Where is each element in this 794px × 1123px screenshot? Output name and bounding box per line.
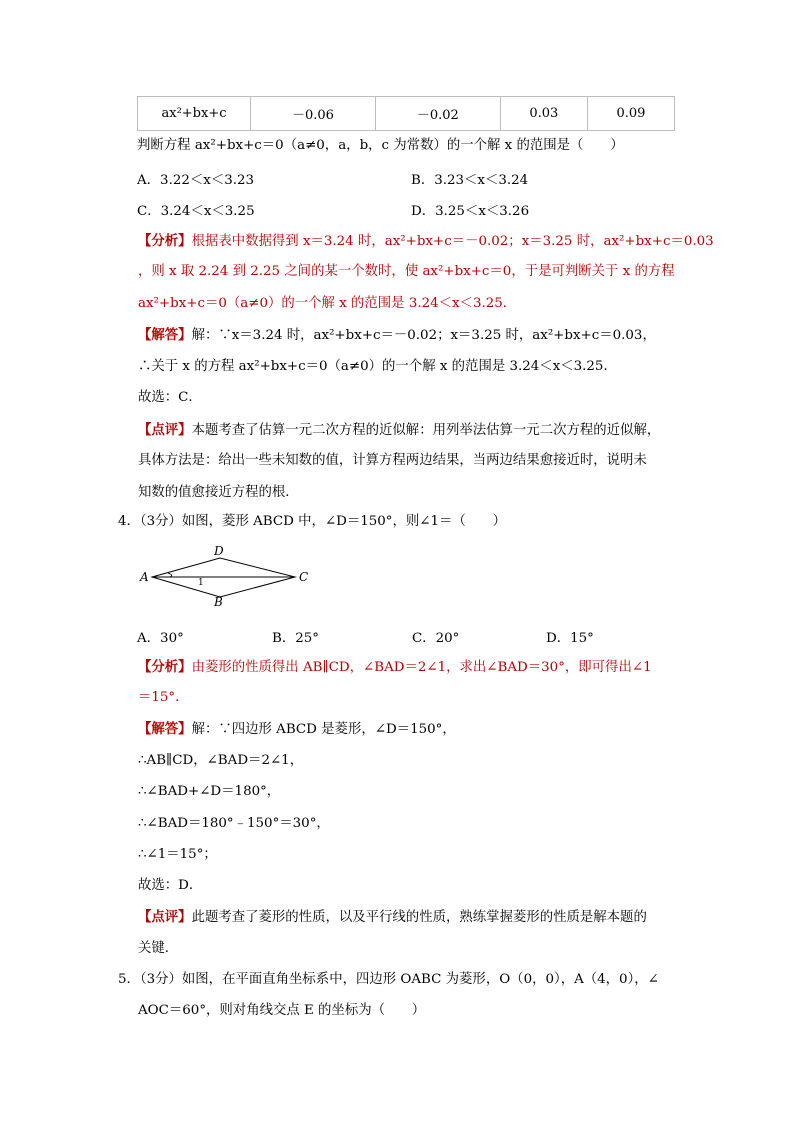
solution-text: 解：∵四边形 ABCD 是菱形，∠D＝150°，	[191, 722, 456, 737]
angle-arc	[168, 573, 172, 577]
q4-stem: 4．（3分）如图，菱形 ABCD 中，∠D＝150°，则∠1＝（ ）	[118, 514, 506, 529]
q3-option-d[interactable]: D．3.25＜x＜3.26	[411, 204, 530, 219]
value-table	[137, 96, 675, 131]
q5-stem-line: AOC＝60°，则对角线交点 E 的坐标为（ ）	[138, 1003, 426, 1018]
q3-option-c[interactable]: C．3.24＜x＜3.25	[137, 204, 255, 219]
q3-option-b[interactable]: B．3.23＜x＜3.24	[411, 173, 529, 188]
q4-solution-line: ∴∠1＝15°；	[138, 847, 217, 862]
analysis-tag: 【分析】	[138, 233, 192, 249]
q4-analysis-line: ＝15°．	[138, 690, 189, 705]
analysis-text: 由菱形的性质得出 AB∥CD，∠BAD＝2∠1，求出∠BAD＝30°，即可得出∠1	[191, 660, 652, 675]
table-row	[138, 97, 675, 131]
q3-comment-line: 具体方法是：给出一些未知数的值，计算方程两边结果，当两边结果愈接近时，说明未	[138, 453, 647, 468]
q3-stem: 判断方程 ax²+bx+c＝0（a≠0，a，b，c 为常数）的一个解 x 的范围是（ ）	[137, 138, 624, 153]
q3-solution-line: ∴关于 x 的方程 ax²+bx+c＝0（a≠0）的一个解 x 的范围是 3.24＜x＜3.25．	[138, 359, 617, 374]
analysis-tag: 【分析】	[138, 659, 192, 675]
q4-solution-line	[138, 720, 456, 739]
q4-option-b[interactable]: B．25°	[272, 631, 319, 646]
comment-text: 本题考查了估算一元二次方程的近似解：用列举法估算一元二次方程的近似解，	[191, 423, 661, 438]
q3-analysis-line	[138, 232, 714, 251]
q4-option-a[interactable]: A．30°	[137, 631, 184, 646]
solution-text: 解：∵x＝3.24 时，ax²+bx+c＝－0.02；x＝3.25 时，ax²+bx+c＝0.03，	[191, 328, 656, 343]
table-cell: 0.09	[587, 97, 674, 131]
vertex-label-b: B	[214, 595, 223, 609]
q4-solution-line: ∴∠BAD+∠D＝180°，	[138, 784, 281, 799]
q3-analysis-line: ，则 x 取 2.24 到 2.25 之间的某一个数时，使 ax²+bx+c＝0，于是可判断关于 x 的方程	[138, 264, 675, 279]
table-row-label: ax²+bx+c	[138, 97, 251, 131]
vertex-label-a: A	[140, 570, 149, 584]
q4-option-c[interactable]: C．20°	[412, 631, 460, 646]
q3-analysis-line: ax²+bx+c＝0（a≠0）的一个解 x 的范围是 3.24＜x＜3.25．	[138, 296, 517, 311]
analysis-text: 根据表中数据得到 x＝3.24 时，ax²+bx+c＝－0.02；x＝3.25 时，ax²+bx+c＝0.03	[191, 234, 714, 249]
q3-answer: 故选：C．	[138, 390, 202, 405]
solution-tag: 【解答】	[138, 327, 192, 343]
q3-comment-line: 知数的值愈接近方程的根．	[138, 485, 299, 500]
q4-comment-line	[138, 908, 647, 927]
q4-comment-line: 关键．	[138, 941, 179, 956]
comment-tag: 【点评】	[138, 909, 192, 925]
table-cell: －0.06	[251, 97, 376, 131]
angle-label-1: 1	[198, 578, 204, 588]
solution-tag: 【解答】	[138, 721, 192, 737]
rhombus-figure	[132, 540, 317, 610]
q3-option-a[interactable]: A．3.22＜x＜3.23	[137, 173, 255, 188]
table-cell: －0.02	[375, 97, 500, 131]
q4-solution-line: ∴AB∥CD，∠BAD＝2∠1，	[138, 753, 304, 768]
q4-solution-line: ∴∠BAD＝180°﹣150°＝30°，	[138, 816, 330, 831]
q3-comment-line	[138, 421, 660, 440]
vertex-label-c: C	[299, 570, 309, 584]
table-cell: 0.03	[500, 97, 587, 131]
vertex-label-d: D	[214, 544, 224, 558]
comment-text: 此题考查了菱形的性质，以及平行线的性质，熟练掌握菱形的性质是解本题的	[191, 910, 647, 925]
q3-solution-line	[138, 326, 656, 345]
q4-option-d[interactable]: D．15°	[546, 631, 594, 646]
q4-answer: 故选：D．	[138, 878, 203, 893]
q5-stem-line: 5．（3分）如图，在平面直角坐标系中，四边形 OABC 为菱形，O（0，0），A（4，0），∠	[118, 972, 659, 987]
q4-analysis-line	[138, 658, 652, 677]
comment-tag: 【点评】	[138, 422, 192, 438]
